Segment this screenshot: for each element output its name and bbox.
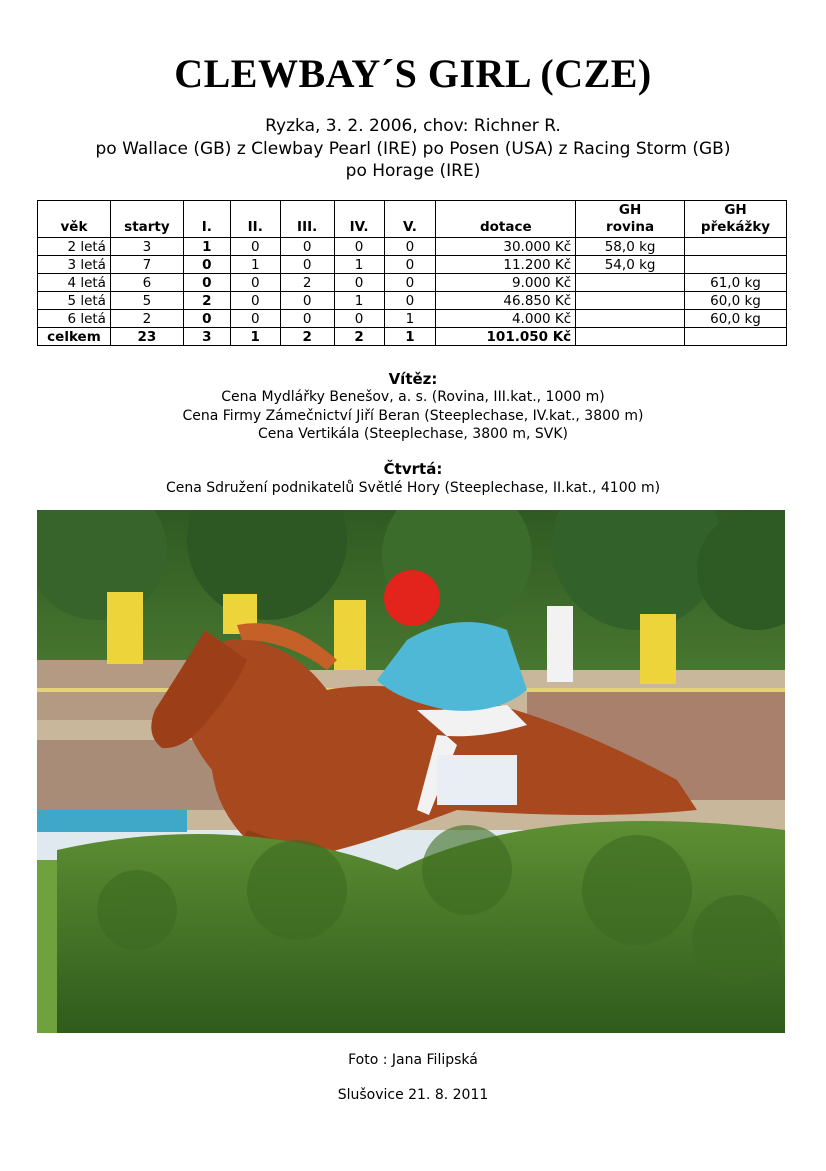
cell-p1: 0	[183, 310, 230, 328]
header-prize: dotace	[436, 201, 576, 238]
cell-gh-flat: 54,0 kg	[576, 256, 685, 274]
cell-p2: 0	[230, 238, 280, 256]
water-jump	[37, 810, 187, 832]
place-date: Slušovice 21. 8. 2011	[337, 1087, 489, 1103]
cell-gh-obstacles	[685, 256, 787, 274]
cell-gh-obstacles	[685, 238, 787, 256]
cell-prize: 30.000 Kč	[436, 238, 576, 256]
cell-gh-flat	[576, 292, 685, 310]
table-row	[38, 238, 787, 256]
flag	[547, 606, 573, 682]
cell-p2: 0	[230, 292, 280, 310]
header-p2: II.	[230, 201, 280, 238]
header-gh-obstacles: GH překážky	[685, 201, 787, 238]
cell-p4: 0	[334, 310, 384, 328]
header-age: věk	[38, 201, 111, 238]
table-row	[38, 292, 787, 310]
cell-starts: 2	[110, 310, 183, 328]
cell-age: 5 letá	[38, 292, 111, 310]
info-line-pedigree-2: po Horage (IRE)	[345, 161, 481, 181]
header-gh-flat: GH rovina	[576, 201, 685, 238]
cell-age: 6 letá	[38, 310, 111, 328]
list-item: Cena Sdružení podnikatelů Světlé Hory (Steeplechase, II.kat., 4100 m)	[165, 480, 661, 496]
cell-prize: 9.000 Kč	[436, 274, 576, 292]
cell-prize: 11.200 Kč	[436, 256, 576, 274]
cell-gh-obstacles: 60,0 kg	[685, 292, 787, 310]
cell-gh-flat: 58,0 kg	[576, 238, 685, 256]
cell-p3: 0	[280, 256, 334, 274]
saddle-cloth	[437, 755, 517, 805]
race-photo	[37, 510, 785, 1033]
cell-gh-flat	[576, 310, 685, 328]
winner-list	[0, 388, 826, 444]
cell-prize: 101.050 Kč	[436, 328, 576, 346]
cell-p1: 3	[183, 328, 230, 346]
info-line-birth: Ryzka, 3. 2. 2006, chov: Richner R.	[265, 116, 561, 136]
photo-credit: Foto : Jana Filipská	[348, 1052, 478, 1068]
cell-p5: 1	[384, 310, 436, 328]
header-p3: III.	[280, 201, 334, 238]
header-p4: IV.	[334, 201, 384, 238]
table-row	[38, 256, 787, 274]
header-starts: starty	[110, 201, 183, 238]
cell-starts: 23	[110, 328, 183, 346]
cell-p4: 2	[334, 328, 384, 346]
cell-gh-obstacles: 60,0 kg	[685, 310, 787, 328]
cell-p3: 0	[280, 310, 334, 328]
table-total-row	[38, 328, 787, 346]
cell-p3: 2	[280, 328, 334, 346]
table-row	[38, 310, 787, 328]
race-stats-table	[37, 200, 787, 346]
cell-starts: 6	[110, 274, 183, 292]
info-line-pedigree: po Wallace (GB) z Clewbay Pearl (IRE) po Posen (USA) z Racing Storm (GB)	[95, 138, 731, 159]
winner-heading: Vítěz:	[388, 370, 438, 388]
cell-p1: 0	[183, 256, 230, 274]
table-header-row	[38, 201, 787, 238]
cell-p2: 0	[230, 274, 280, 292]
cell-p2: 1	[230, 328, 280, 346]
cell-gh-obstacles	[685, 328, 787, 346]
cell-prize: 46.850 Kč	[436, 292, 576, 310]
list-item: Cena Vertikála (Steeplechase, 3800 m, SVK)	[257, 426, 569, 442]
cell-p5: 0	[384, 274, 436, 292]
cell-p1: 1	[183, 238, 230, 256]
cell-starts: 3	[110, 238, 183, 256]
cell-p3: 0	[280, 292, 334, 310]
cell-p4: 0	[334, 274, 384, 292]
cell-p5: 0	[384, 292, 436, 310]
cell-p1: 0	[183, 274, 230, 292]
cell-p2: 0	[230, 310, 280, 328]
cell-prize: 4.000 Kč	[436, 310, 576, 328]
list-item: Cena Firmy Zámečnictví Jiří Beran (Steeplechase, IV.kat., 3800 m)	[182, 407, 644, 424]
cell-starts: 7	[110, 256, 183, 274]
flag	[334, 600, 366, 670]
header-p5: V.	[384, 201, 436, 238]
cell-age: 3 letá	[38, 256, 111, 274]
flag	[640, 614, 676, 684]
cell-age: 2 letá	[38, 238, 111, 256]
cell-p5: 0	[384, 238, 436, 256]
cell-gh-flat	[576, 328, 685, 346]
fourth-list	[0, 479, 826, 498]
cell-p3: 0	[280, 238, 334, 256]
list-item: Cena Mydlářky Benešov, a. s. (Rovina, III.kat., 1000 m)	[221, 389, 605, 405]
cell-p4: 1	[334, 292, 384, 310]
cell-p4: 1	[334, 256, 384, 274]
cell-p3: 2	[280, 274, 334, 292]
cell-p4: 0	[334, 238, 384, 256]
header-p1: I.	[183, 201, 230, 238]
cell-starts: 5	[110, 292, 183, 310]
cell-p5: 0	[384, 256, 436, 274]
cell-age: 4 letá	[38, 274, 111, 292]
cell-gh-flat	[576, 274, 685, 292]
jockey-cap	[384, 570, 440, 626]
cell-age: celkem	[38, 328, 111, 346]
horse-info	[0, 115, 826, 183]
cell-p2: 1	[230, 256, 280, 274]
flag	[107, 592, 143, 664]
cell-p5: 1	[384, 328, 436, 346]
cell-p1: 2	[183, 292, 230, 310]
page-title: CLEWBAY´S GIRL (CZE)	[174, 51, 652, 96]
table-row	[38, 274, 787, 292]
fourth-heading: Čtvrtá:	[383, 460, 443, 478]
cell-gh-obstacles: 61,0 kg	[685, 274, 787, 292]
